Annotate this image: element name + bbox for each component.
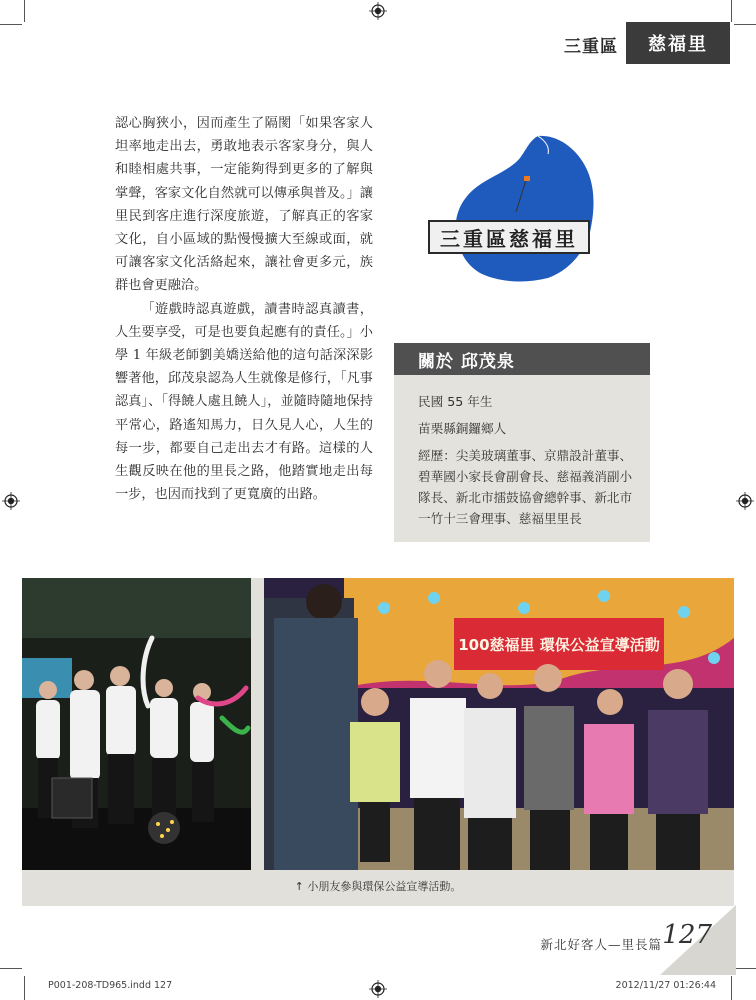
profile-details — [418, 391, 638, 535]
arrow-up-icon: ↑ — [294, 880, 304, 893]
banner-text: 100慈福里 環保公益宣導活動 — [458, 636, 660, 654]
crop-mark — [24, 0, 25, 22]
district-map — [420, 132, 610, 282]
page-number: 127 — [662, 920, 712, 950]
article-paragraph: 「遊戲時認真遊戲，讀書時認真讀書，人生要享受，可是也要負起應有的責任。」小學 1 年級老師劉美嬌送給他的這句話深深影響著他，邱茂泉認為人生就像是修行，「凡事認真」、「得饒人處且饒人」，並隨時隨地保持平常心，路遙知馬力，日久見人心，人生的每一步，都要自己走出去才有路。這樣的人生觀反映在他的里長之路，他踏實地走出每一步，也因而找到了更寬廣的出路。 — [115, 301, 373, 503]
crop-mark — [731, 976, 732, 1000]
profile-experience: 經歷：尖美玻璃董事、京鼎設計董事、碧華國小家長會副會長、慈福義消副小隊長、新北市擂鼓協會總幹事、新北市一竹十三會理事、慈福里里長 — [418, 448, 633, 526]
header-village-tab: 慈福里 — [626, 22, 730, 64]
slug-file: P001-208-TD965.indd 127 — [48, 980, 173, 991]
registration-mark-icon — [2, 492, 20, 510]
profile-box — [394, 343, 650, 542]
footer-book-title: 新北好客人—里長篇 — [540, 937, 662, 952]
header-district: 三重區 — [564, 37, 618, 57]
registration-mark-icon — [369, 980, 387, 998]
photo-strip — [22, 578, 734, 906]
photo-children-event — [264, 578, 734, 870]
article-body — [115, 112, 373, 506]
article-paragraph: 認心胸狹小，因而產生了隔閡「如果客家人坦率地走出去，勇敢地表示客家身分，與人和睦相處共事，一定能夠得到更多的了解與掌聲，客家文化自然就可以傳承與普及。」讓里民到客庄進行深度旅遊，了解真正的客家文化，自小區域的點慢慢擴大至線或面，就可讓客家文化活絡起來，讓社會更多元，族群也會更融洽。 — [115, 116, 373, 294]
crop-mark — [0, 968, 22, 969]
profile-born: 民國 55 年生 — [418, 394, 493, 409]
crop-mark — [0, 24, 22, 25]
slug-timestamp: 2012/11/27 01:26:44 — [615, 980, 716, 991]
photo-caption — [22, 878, 734, 894]
photo-stage-ceremony — [22, 578, 251, 870]
crop-mark — [734, 968, 756, 969]
profile-heading: 關於 邱茂泉 — [394, 343, 650, 375]
map-label: 三重區慈福里 — [428, 220, 590, 254]
crop-mark — [734, 24, 756, 25]
profile-hometown: 苗栗縣銅鑼鄉人 — [418, 421, 507, 436]
crop-mark — [731, 0, 732, 22]
registration-mark-icon — [369, 2, 387, 20]
caption-text: 小朋友參與環保公益宣導活動。 — [307, 880, 462, 893]
crop-mark — [24, 976, 25, 1000]
map-region-shape — [456, 136, 594, 282]
page-header — [540, 22, 730, 64]
registration-mark-icon — [736, 492, 754, 510]
map-marker-icon — [524, 176, 530, 181]
